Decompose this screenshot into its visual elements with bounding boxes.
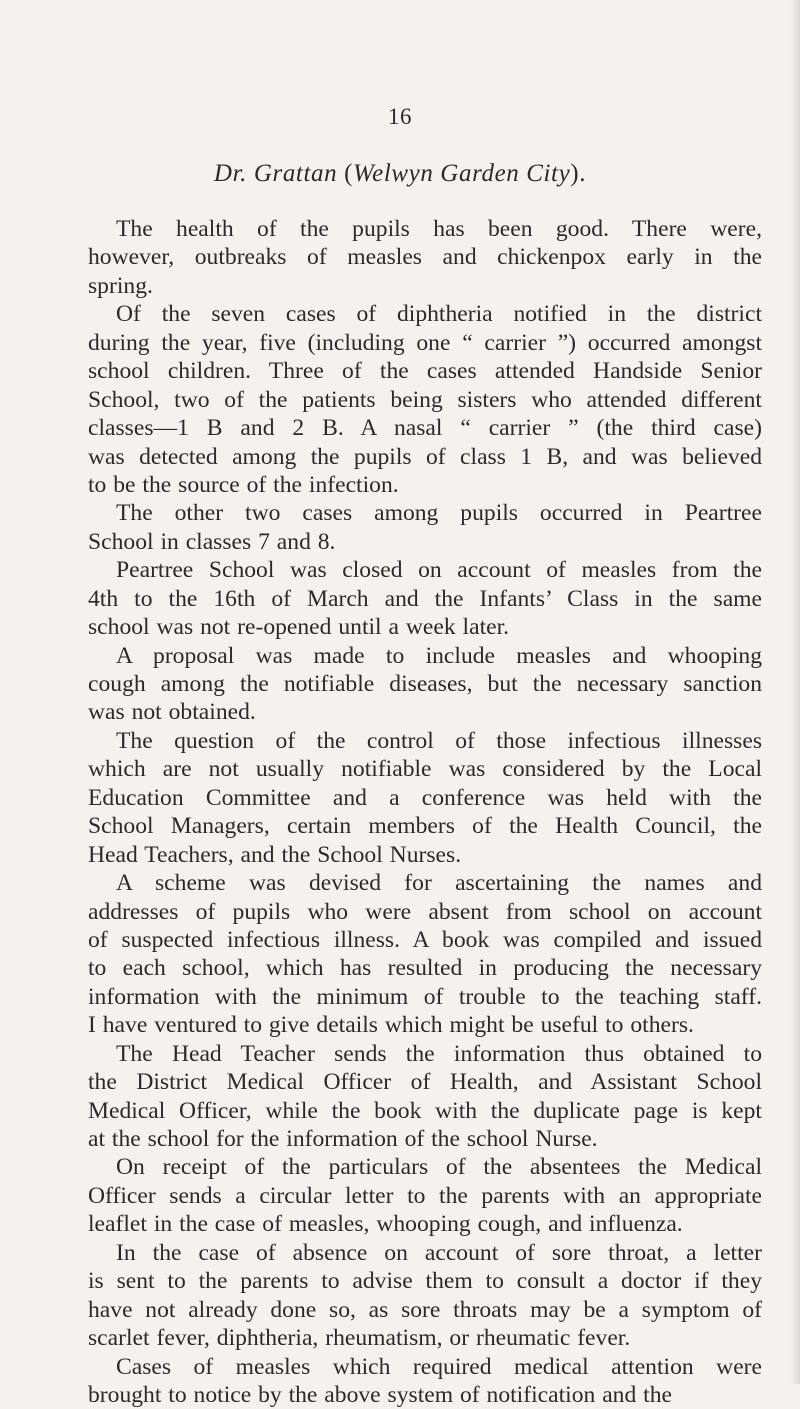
text-line: is sent to the parents to advise them to consult a doctor if they [88,1267,762,1295]
text-line: A scheme was devised for ascertaining the names and [88,869,762,897]
text-line: The Head Teacher sends the information thus obtained to [88,1040,762,1068]
text-line: The other two cases among pupils occurred in Peartree [88,499,762,527]
text-line: The question of the control of those infectious illnesses [88,727,762,755]
paragraph [88,300,762,499]
text-line: Education Committee and a conference was held with the [88,784,762,812]
body-text [88,215,762,1409]
text-line: A proposal was made to include measles and whooping [88,642,762,670]
paragraph [88,1239,762,1353]
page-number: 16 [0,104,800,130]
text-line: On receipt of the particulars of the absentees the Medical [88,1153,762,1181]
paragraph [88,642,762,727]
text-line: of suspected infectious illness. A book was compiled and issued [88,926,762,954]
text-line: School in classes 7 and 8. [88,528,762,556]
heading-open-paren: ( [344,160,353,187]
text-line: Cases of measles which required medical attention were [88,1353,762,1381]
text-line: to each school, which has resulted in producing the necessary [88,954,762,982]
text-line: School, two of the patients being sisters who attended different [88,386,762,414]
text-line: 4th to the 16th of March and the Infants’ Class in the same [88,585,762,613]
paragraph [88,1040,762,1154]
text-line: classes—1 B and 2 B. A nasal “ carrier ” (the third case) [88,414,762,442]
text-line: brought to notice by the above system of notification and the [88,1381,762,1409]
paragraph [88,556,762,641]
text-line: however, outbreaks of measles and chickenpox early in the [88,243,762,271]
text-line: have not already done so, as sore throats may be a symptom of [88,1296,762,1324]
text-line: spring. [88,272,762,300]
text-line: cough among the notifiable diseases, but the necessary sanction [88,670,762,698]
paragraph [88,499,762,556]
text-line: addresses of pupils who were absent from school on account [88,898,762,926]
paragraph [88,727,762,869]
paragraph [88,215,762,300]
text-line: was not obtained. [88,698,762,726]
text-line: School Managers, certain members of the Health Council, the [88,812,762,840]
heading-place: Welwyn Garden City [353,160,570,187]
section-heading [0,160,800,188]
text-line: information with the minimum of trouble to the teaching staff. [88,983,762,1011]
text-line: to be the source of the infection. [88,471,762,499]
text-line: The health of the pupils has been good. There were, [88,215,762,243]
text-line: during the year, five (including one “ carrier ”) occurred amongst [88,329,762,357]
text-line: Of the seven cases of diphtheria notified in the district [88,300,762,328]
page-edge-shadow [790,0,800,1384]
text-line: Officer sends a circular letter to the parents with an appropriate [88,1182,762,1210]
text-line: Peartree School was closed on account of measles from the [88,556,762,584]
text-line: was detected among the pupils of class 1 B, and was believed [88,443,762,471]
paragraph [88,869,762,1040]
heading-author: Dr. Grattan [214,160,337,187]
text-line: at the school for the information of the school Nurse. [88,1125,762,1153]
paragraph [88,1353,762,1409]
text-line: school was not re-opened until a week later. [88,613,762,641]
text-line: school children. Three of the cases attended Handside Senior [88,357,762,385]
text-line: leaflet in the case of measles, whooping cough, and influenza. [88,1210,762,1238]
heading-close-paren: ). [570,160,586,187]
text-line: In the case of absence on account of sore throat, a letter [88,1239,762,1267]
text-line: scarlet fever, diphtheria, rheumatism, or rheumatic fever. [88,1324,762,1352]
paragraph [88,1153,762,1238]
text-line: I have ventured to give details which might be useful to others. [88,1011,762,1039]
text-line: Medical Officer, while the book with the duplicate page is kept [88,1097,762,1125]
text-line: which are not usually notifiable was considered by the Local [88,755,762,783]
text-line: the District Medical Officer of Health, and Assistant School [88,1068,762,1096]
text-line: Head Teachers, and the School Nurses. [88,841,762,869]
